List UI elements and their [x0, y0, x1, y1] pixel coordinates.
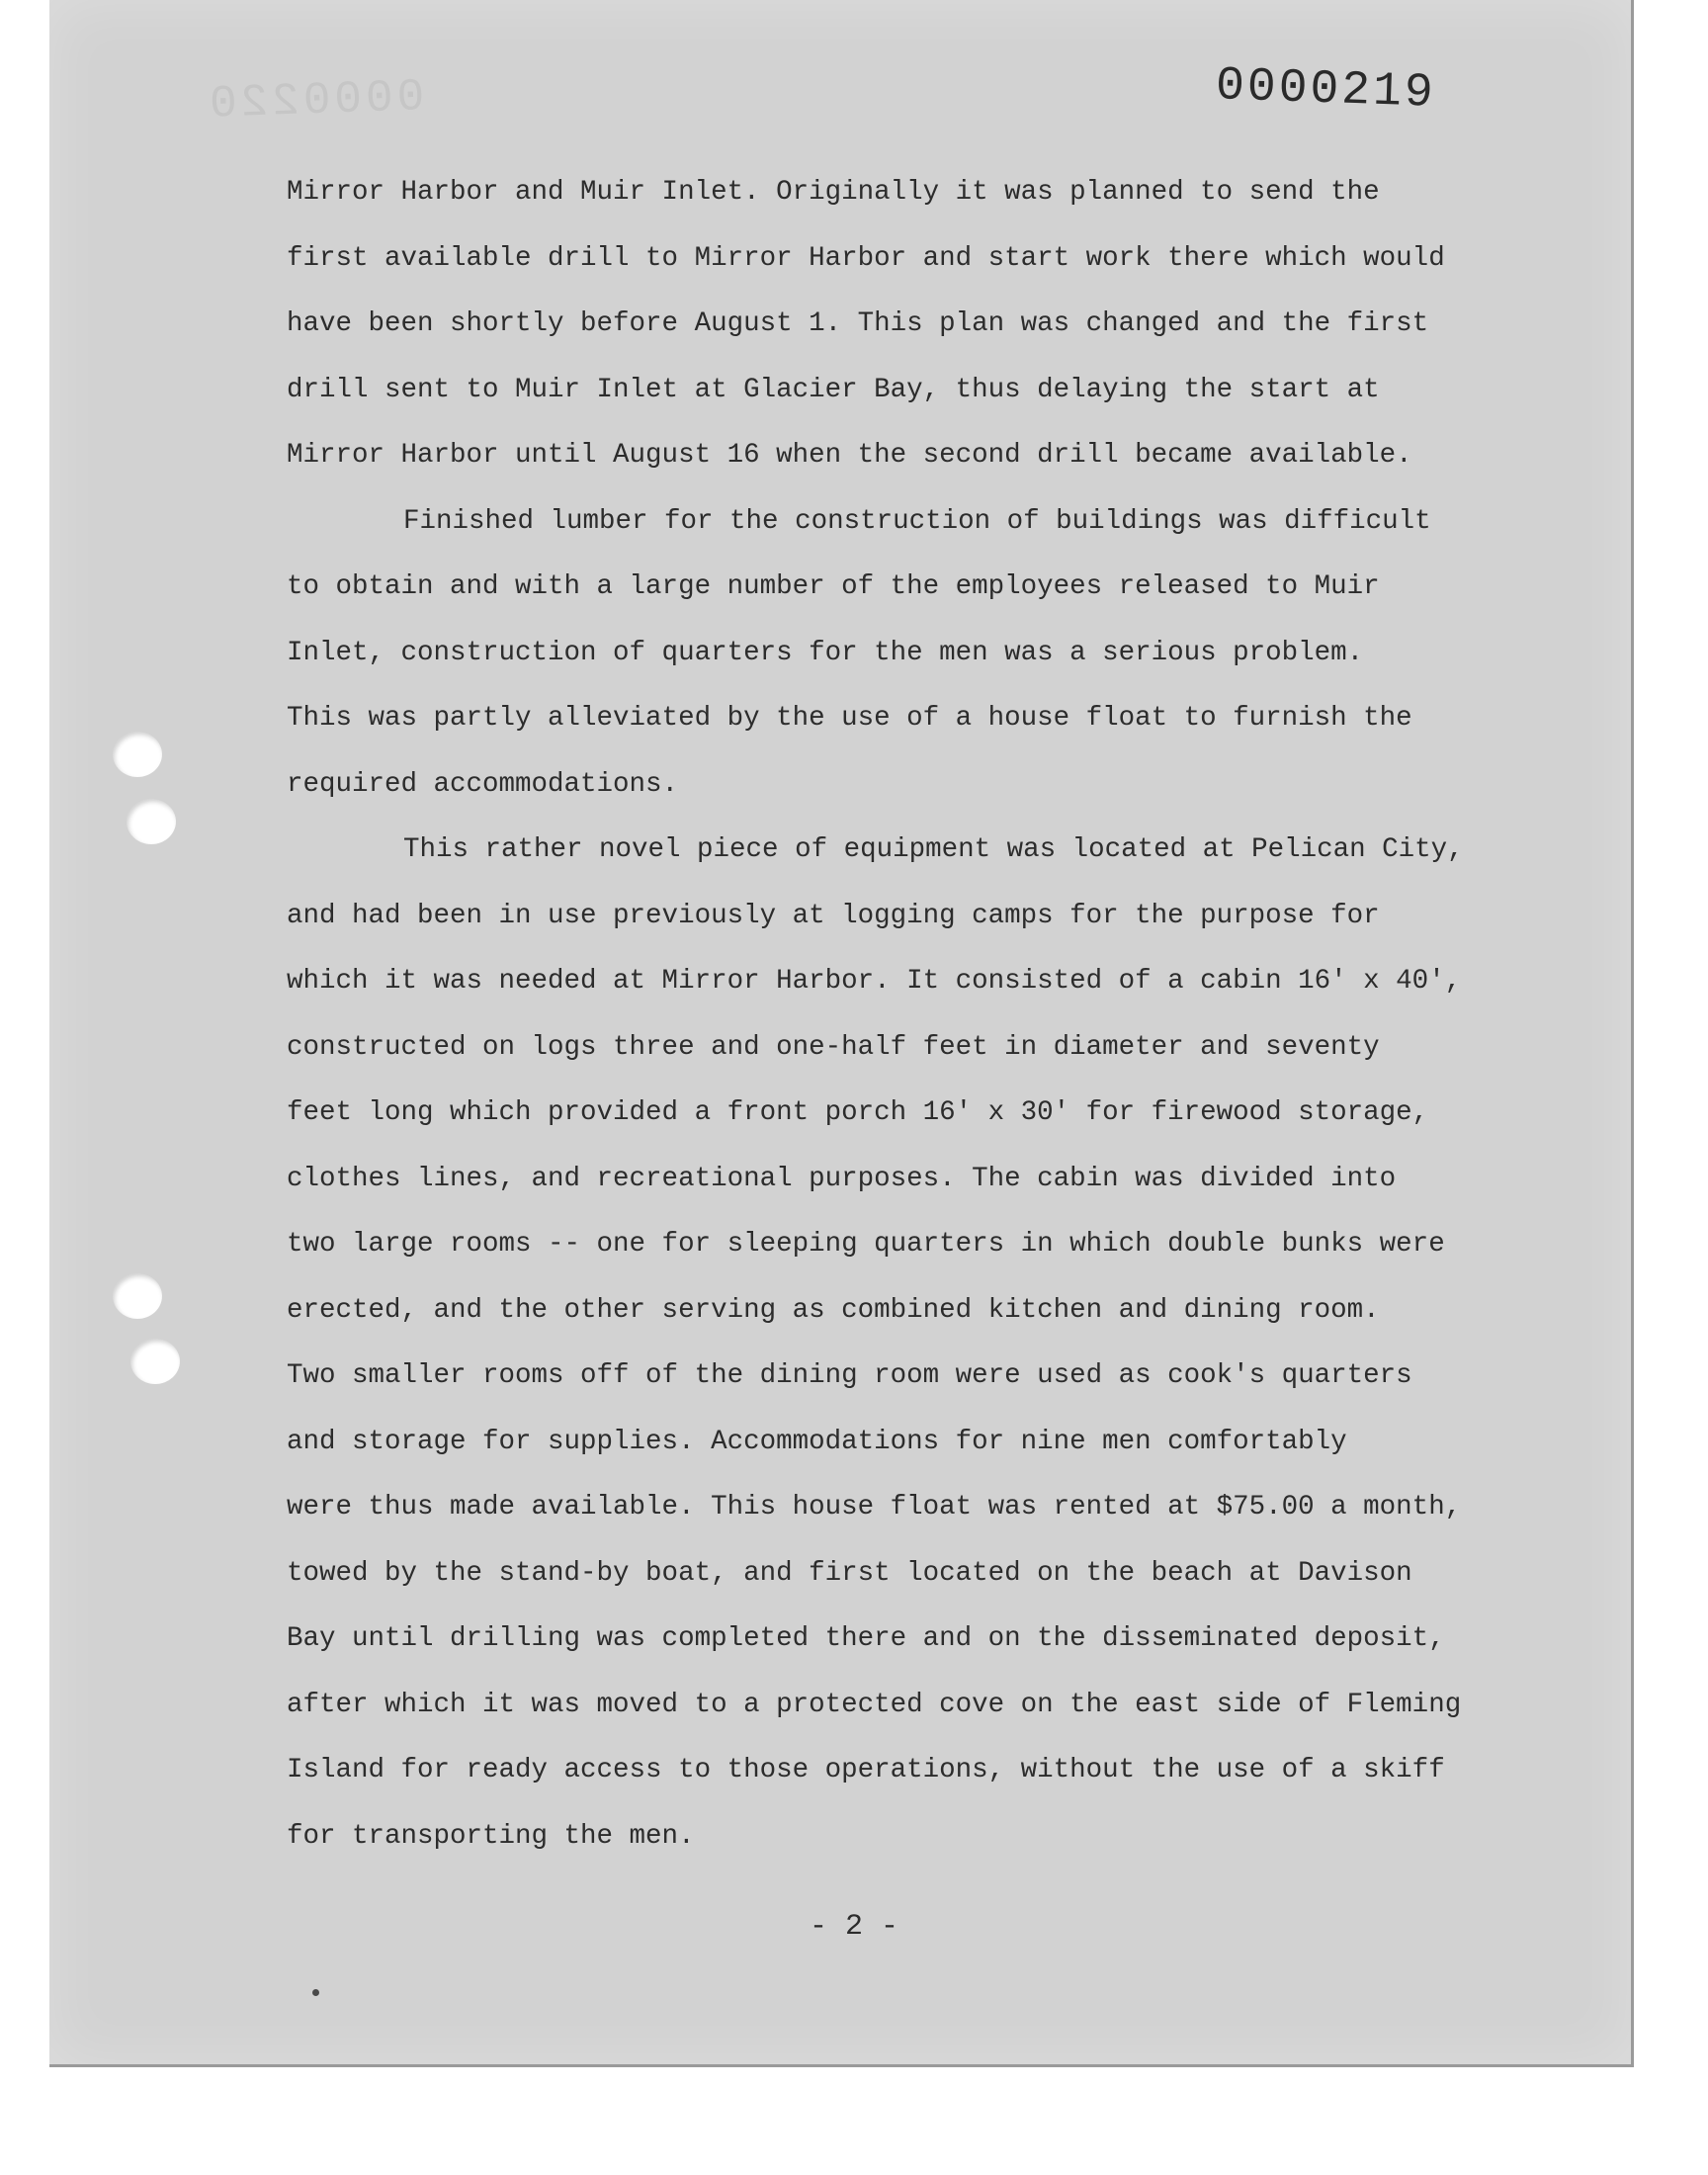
punch-hole: [113, 1273, 162, 1319]
punch-hole: [127, 799, 176, 844]
page-number: - 2 -: [809, 1910, 898, 1944]
punch-hole: [113, 732, 162, 777]
punch-hole: [130, 1339, 180, 1384]
paper-speck: [312, 1989, 319, 1996]
body-text: [287, 160, 1532, 1870]
document-stamp-number: 0000219: [1215, 59, 1437, 121]
bleed-through-number: 0000220: [205, 71, 426, 130]
paragraph-1: Mirror Harbor and Muir Inlet. Originally it was planned to send the first available drill to Mirror Harbor and start work there which would have been shortly before August 1. This plan was changed and the first drill sent to Muir Inlet at Glacier Bay, thus delaying the start at Mirror Harbor until August 16 when the second drill became available.: [287, 177, 1445, 471]
paragraph-2: Finished lumber for the construction of buildings was difficult to obtain and with a large number of the employees released to Muir Inlet, construction of quarters for the men was a serious problem. This was partly alleviated by the use of a house float to furnish the required accommodations.: [287, 505, 1431, 800]
paragraph-3: This rather novel piece of equipment was located at Pelican City, and had been in use previously at logging camps for the purpose for which it was needed at Mirror Harbor. It consisted of a cabin 16' x 40', constructed on logs three and one-half feet in diameter and seventy feet long which provided a front porch 16' x 30' for firewood storage, clothes lines, and recreational purposes. The cabin was divided into two large rooms -- one for sleeping quarters in which double bunks were erected, and the other serving as combined kitchen and dining room. Two smaller rooms off of the dining room were used as cook's quarters and storage for supplies. Accommodations for nine men comfortably were thus made available. This house float was rented at $75.00 a month, towed by the stand-by boat, and first located on the beach at Davison Bay until drilling was completed there and on the disseminated deposit, after which it was moved to a protected cove on the east side of Fleming Island for ready access to those operations, without the use of a skiff for transporting the men.: [287, 834, 1464, 1852]
